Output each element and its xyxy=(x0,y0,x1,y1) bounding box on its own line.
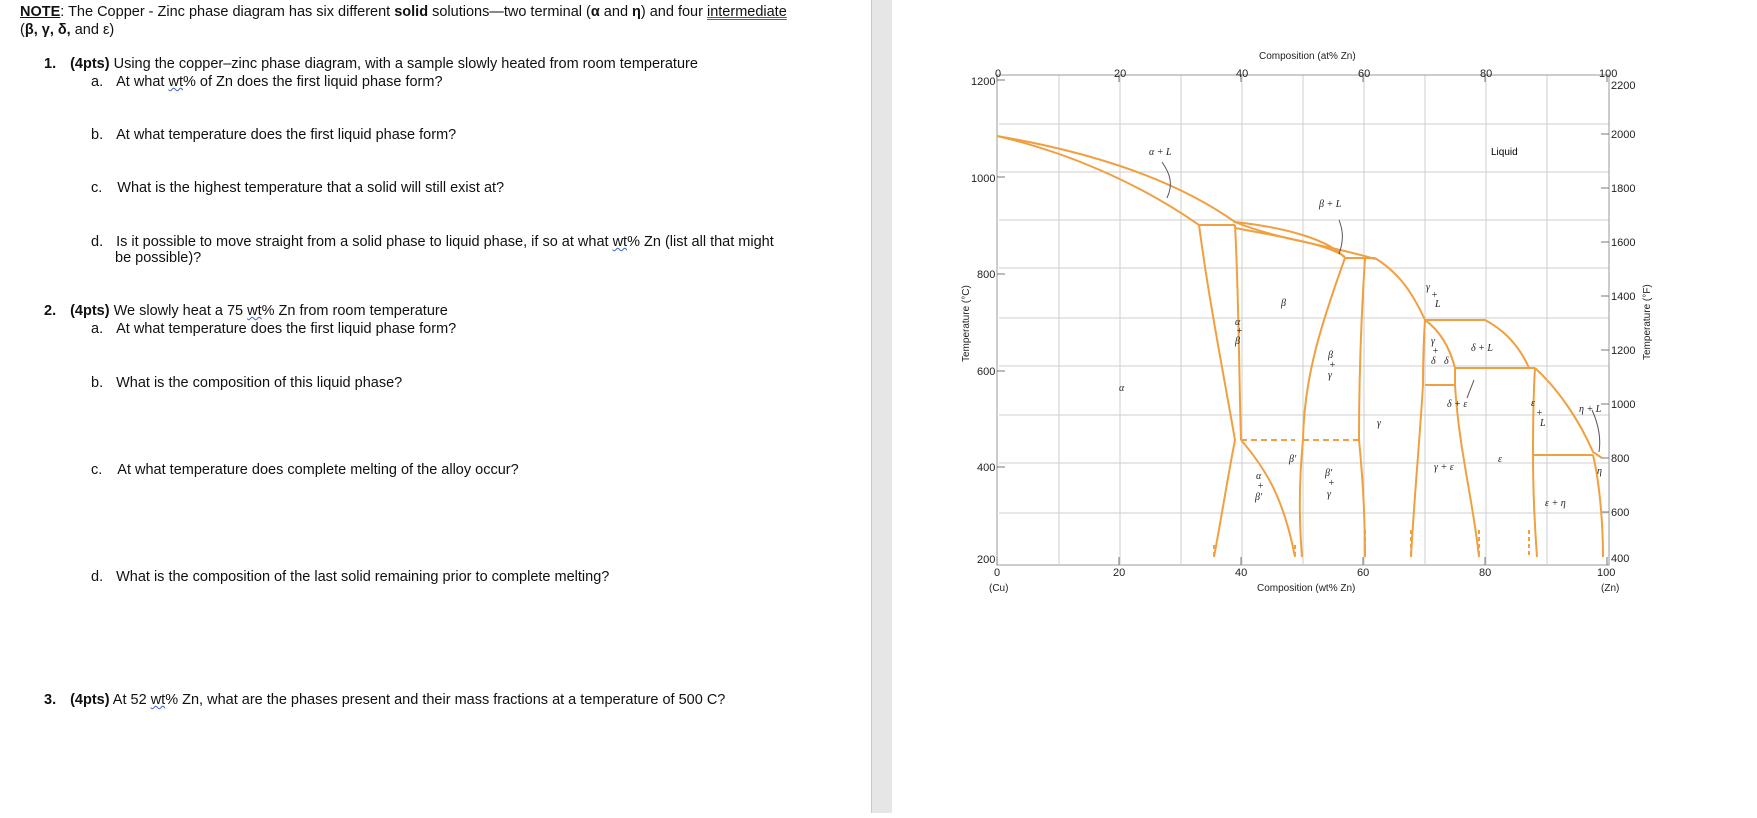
label-alpha-beta-2: + xyxy=(1236,326,1243,337)
top-axis-title: Composition (at% Zn) xyxy=(1259,51,1356,62)
label-beta-gamma-1: β xyxy=(1328,350,1333,361)
left-tick-400: 400 xyxy=(977,462,996,474)
label-bp-gamma-2: + xyxy=(1328,478,1335,489)
label-eps: ε xyxy=(1498,454,1502,465)
right-tick-1400: 1400 xyxy=(1611,291,1636,303)
label-eta: η xyxy=(1597,466,1602,477)
top-tick-80: 80 xyxy=(1480,68,1493,80)
label-alpha-L: α + L xyxy=(1149,147,1172,158)
top-tick-20: 20 xyxy=(1114,68,1127,80)
label-gamma-L-1: γ xyxy=(1426,282,1430,293)
left-axis-title: Temperature (°C) xyxy=(961,285,972,362)
right-tick-1000: 1000 xyxy=(1611,399,1636,411)
bottom-tick-60: 60 xyxy=(1357,567,1370,579)
bottom-axis-title: Composition (wt% Zn) xyxy=(1257,583,1356,594)
q2a: a. At what temperature does the first liquid phase form? xyxy=(91,321,457,337)
q2c: c. At what temperature does complete melting of the alloy occur? xyxy=(91,462,519,478)
label-eps-L-3: L xyxy=(1540,418,1546,429)
right-tick-2000: 2000 xyxy=(1611,129,1636,141)
zn-label: (Zn) xyxy=(1601,583,1620,594)
left-tick-200: 200 xyxy=(977,554,996,566)
bottom-tick-80: 80 xyxy=(1479,567,1492,579)
worksheet-page xyxy=(0,0,870,813)
bottom-tick-0: 0 xyxy=(994,567,1001,579)
label-alpha-beta-3: β xyxy=(1235,336,1240,347)
q1-prompt: 1. (4pts) Using the copper–zinc phase diagram, with a sample slowly heated from room temperature xyxy=(44,56,698,72)
left-tick-1200: 1200 xyxy=(971,76,996,88)
label-gamma-eps: γ + ε xyxy=(1434,462,1454,473)
right-tick-1800: 1800 xyxy=(1611,183,1636,195)
q3-prompt: 3. (4pts) At 52 wt% Zn, what are the phases present and their mass fractions at a temperature of 500 C? xyxy=(44,692,726,708)
right-tick-1200: 1200 xyxy=(1611,345,1636,357)
label-beta-gamma-2: + xyxy=(1329,360,1336,371)
note-line-1: NOTE: The Copper - Zinc phase diagram has six different solid solutions—two terminal (α and η) and four intermediate xyxy=(20,4,787,20)
label-eta-L: η + L xyxy=(1579,404,1602,415)
label-delta-L: δ + L xyxy=(1471,343,1493,354)
top-tick-40: 40 xyxy=(1236,68,1249,80)
right-tick-2200: 2200 xyxy=(1611,80,1636,92)
label-eps-L-1: ε xyxy=(1531,398,1535,409)
q2d: d. What is the composition of the last solid remaining prior to complete melting? xyxy=(91,569,610,585)
label-bp-gamma-3: γ xyxy=(1327,489,1331,500)
label-alpha-beta-1: α xyxy=(1235,317,1241,328)
cu-label: (Cu) xyxy=(989,583,1009,594)
note-label: NOTE xyxy=(20,4,61,20)
right-tick-labels xyxy=(1611,80,1635,565)
label-eps-L-2: + xyxy=(1536,408,1543,419)
label-beta-gamma-3: γ xyxy=(1328,370,1332,381)
q1d: d. Is it possible to move straight from a solid phase to liquid phase, if so at what wt% Zn (list all that might xyxy=(91,234,774,250)
bottom-tick-labels xyxy=(994,567,1615,579)
label-alpha-bp-1: α xyxy=(1256,471,1262,482)
note-line-2: (β, γ, δ, and ε) xyxy=(20,22,115,38)
top-tick-0: 0 xyxy=(995,68,1002,80)
label-beta-L: β + L xyxy=(1319,199,1342,210)
q1d-line2: be possible)? xyxy=(115,250,202,266)
q1a: a. At what wt% of Zn does the first liquid phase form? xyxy=(91,74,443,90)
label-bp-gamma-1: β′ xyxy=(1325,468,1333,479)
label-gamma-L-2: + xyxy=(1431,290,1438,301)
right-tick-1600: 1600 xyxy=(1611,237,1636,249)
label-gamma-L-3: L xyxy=(1435,299,1441,310)
intermediate-word: intermediate xyxy=(706,4,787,20)
label-beta: β xyxy=(1281,298,1286,309)
diagram-page xyxy=(892,0,1757,813)
q2b: b. What is the composition of this liquid phase? xyxy=(91,375,403,391)
label-alpha: α xyxy=(1119,383,1125,394)
left-tick-1000: 1000 xyxy=(971,173,996,185)
right-tick-800: 800 xyxy=(1611,453,1630,465)
left-tick-600: 600 xyxy=(977,366,996,378)
q1b: b. At what temperature does the first liquid phase form? xyxy=(91,127,457,143)
left-tick-800: 800 xyxy=(977,269,996,281)
right-axis-title: Temperature (°F) xyxy=(1642,284,1653,360)
label-eps-eta: ε + η xyxy=(1545,498,1566,509)
bottom-tick-20: 20 xyxy=(1113,567,1126,579)
label-gamma-delta-3: δ xyxy=(1431,356,1436,367)
top-tick-100: 100 xyxy=(1599,68,1618,80)
label-alpha-bp-2: + xyxy=(1257,481,1264,492)
right-tick-600: 600 xyxy=(1611,507,1630,519)
q1c: c. What is the highest temperature that a solid will still exist at? xyxy=(91,180,505,196)
label-beta-prime: β′ xyxy=(1289,454,1297,465)
label-gamma-delta-2: + xyxy=(1432,346,1439,357)
label-delta-eps: δ + ε xyxy=(1447,399,1468,410)
right-tick-400: 400 xyxy=(1611,553,1630,565)
label-liquid: Liquid xyxy=(1491,147,1518,158)
left-tick-labels xyxy=(971,76,995,566)
bottom-tick-100: 100 xyxy=(1597,567,1616,579)
top-tick-60: 60 xyxy=(1358,68,1371,80)
q2-prompt: 2. (4pts) We slowly heat a 75 wt% Zn from room temperature xyxy=(44,303,448,319)
label-gamma: γ xyxy=(1377,418,1381,429)
cu-zn-phase-diagram xyxy=(892,0,1757,813)
bottom-tick-40: 40 xyxy=(1235,567,1248,579)
label-alpha-bp-3: β′ xyxy=(1255,492,1263,503)
label-delta: δ xyxy=(1444,356,1449,367)
label-gamma-delta-1: γ xyxy=(1431,336,1435,347)
page-gutter xyxy=(871,0,893,813)
